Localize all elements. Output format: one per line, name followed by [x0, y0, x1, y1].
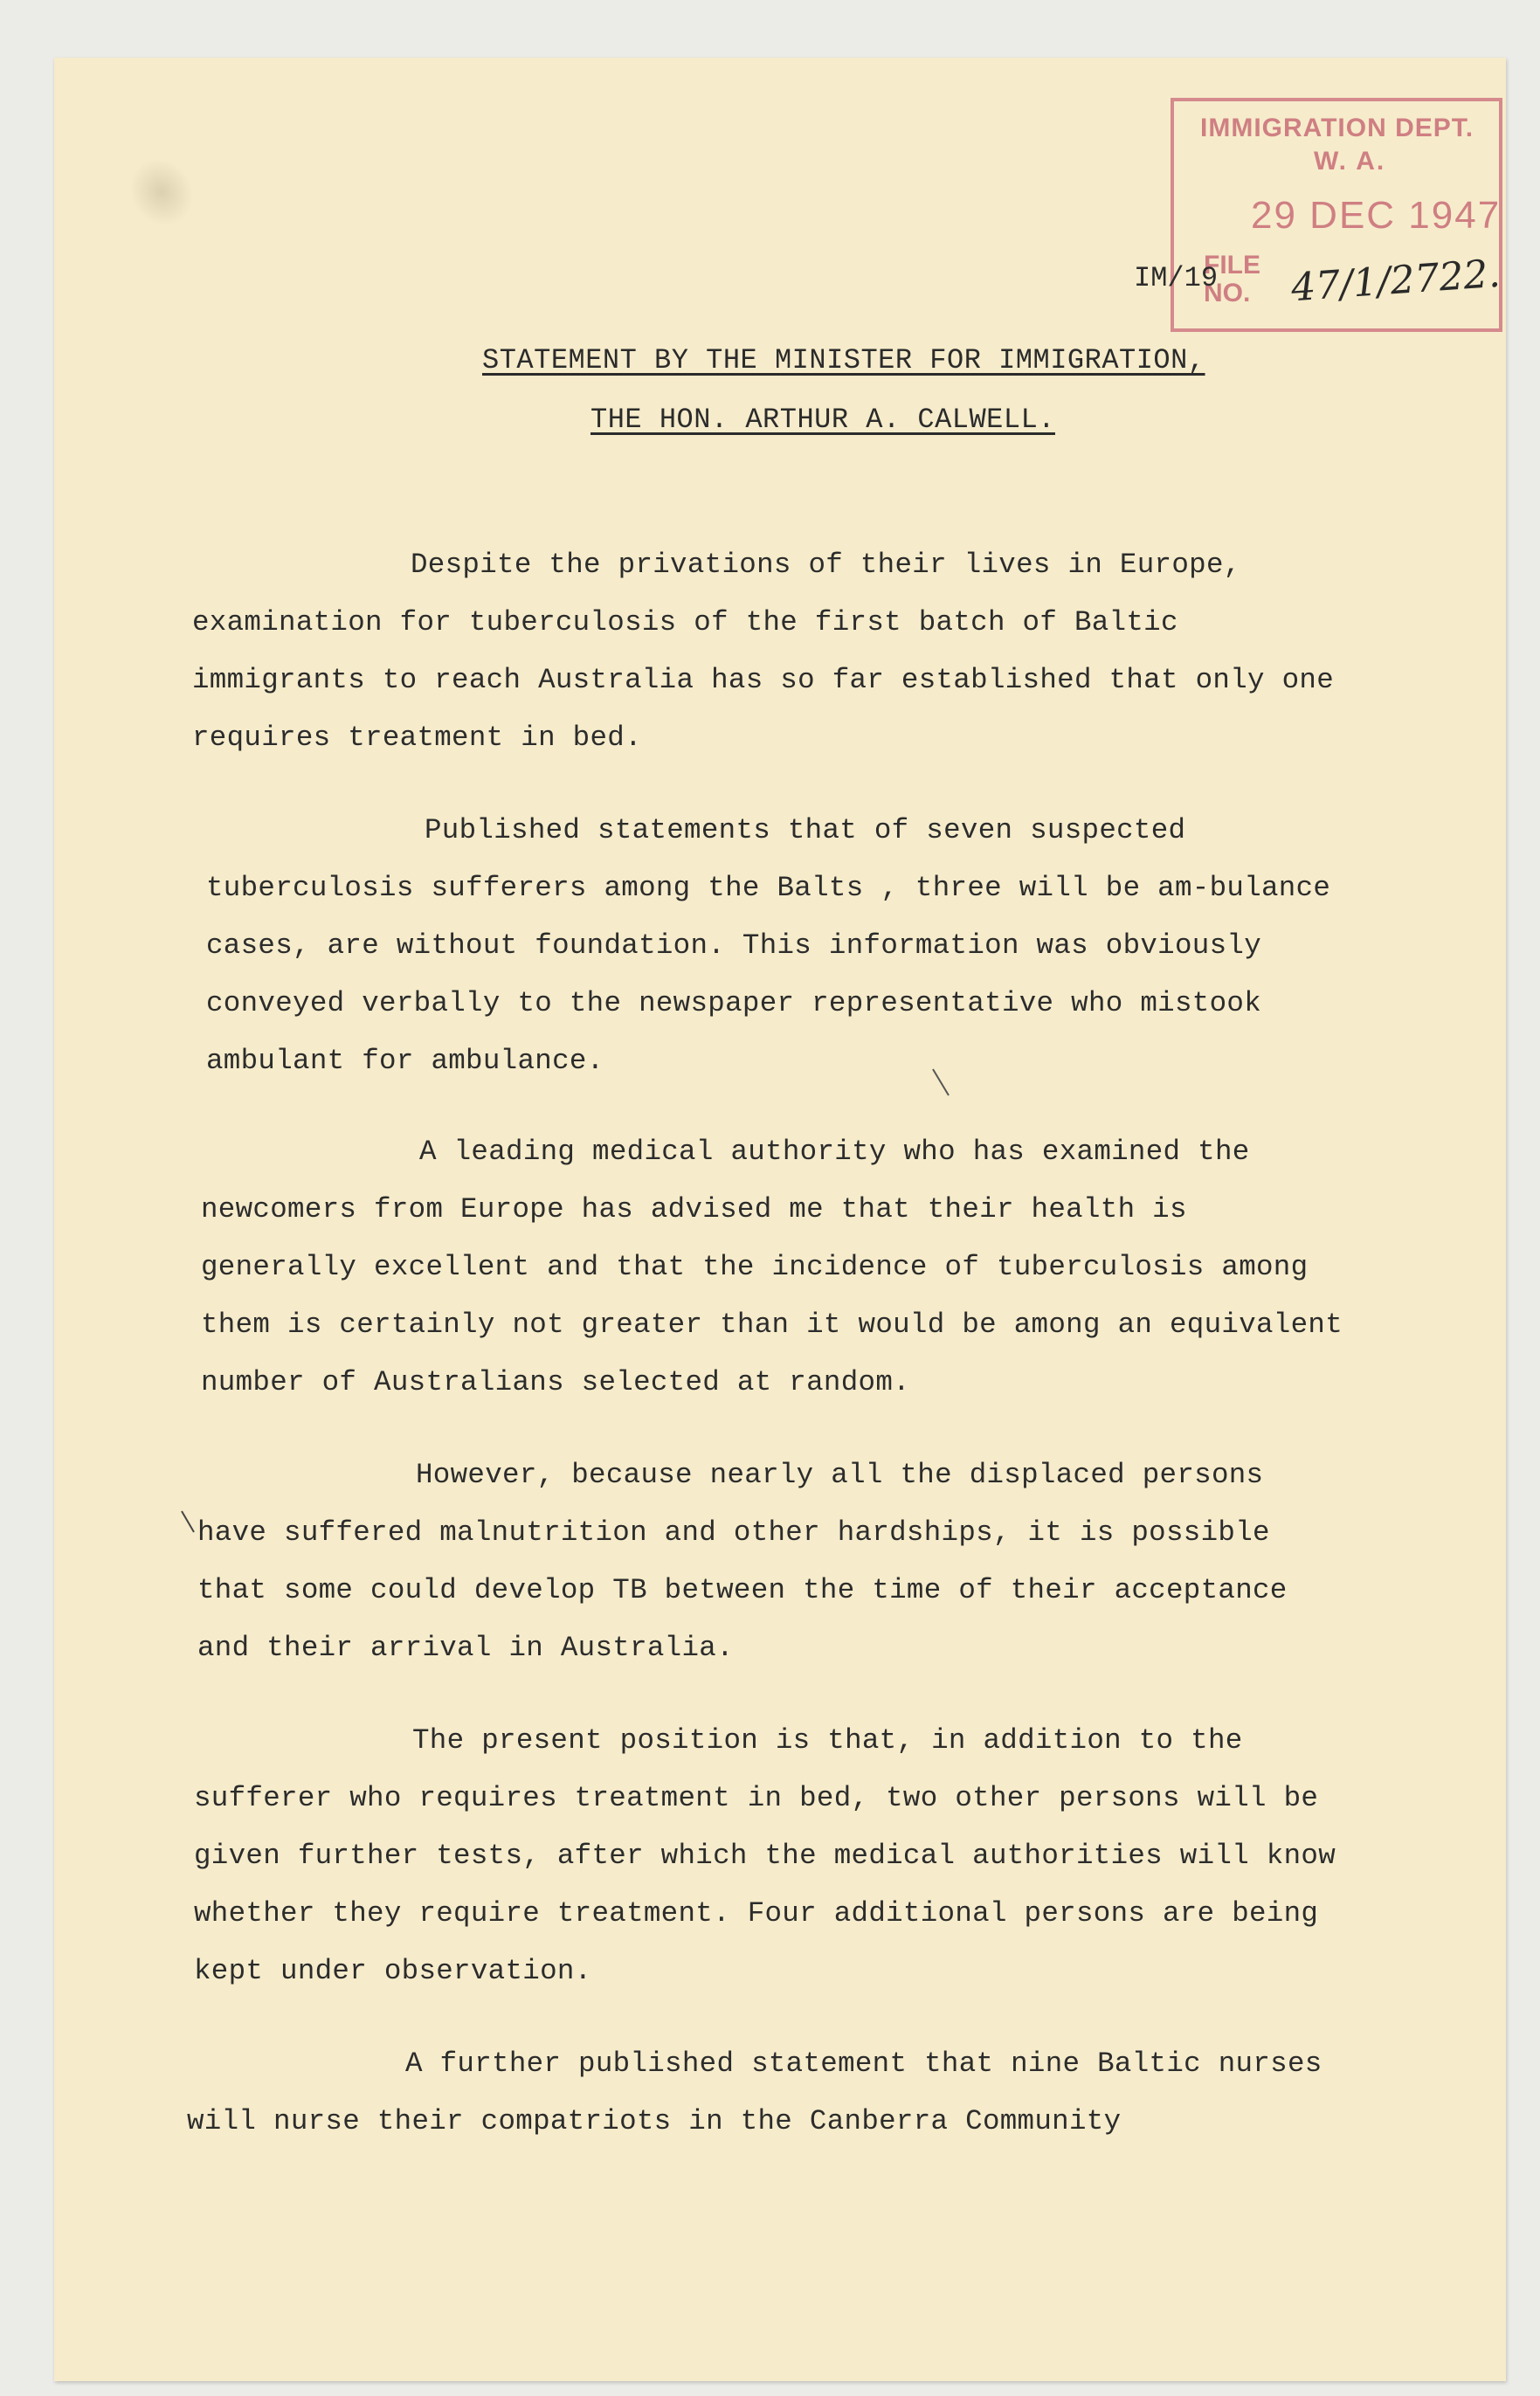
statement-title-line-1: STATEMENT BY THE MINISTER FOR IMMIGRATION, — [482, 344, 1205, 376]
stamp-file-label-line-2: NO. — [1204, 279, 1251, 307]
paragraph: The present position is that, in addition to the sufferer who requires treatment in bed, two other persons will be given further tests, after which the medical authorities will know whether they require treatment. Four additional persons are being kept under observation. — [194, 1724, 1336, 1987]
paragraph: A leading medical authority who has examined the newcomers from Europe has advised me that their health is generally excellent and that the incidence of tuberculosis among them is certainly not greater than it would be among an equivalent number of Australians selected at random. — [201, 1136, 1343, 1398]
stamp-department: IMMIGRATION DEPT. — [1200, 114, 1474, 142]
paragraph: Published statements that of seven suspected tuberculosis sufferers among the Balts , three will be am-bulance cases, are without foundation. This information was obviously conveyed verbally to the newspaper representative who mistook ambulant for ambulance. — [206, 814, 1331, 1077]
stamp-file-label-line-1: FILE — [1204, 251, 1260, 280]
document-reference: IM/19 — [1134, 262, 1219, 294]
paragraph: Despite the privations of their lives in Europe, examination for tuberculosis of the first batch of Baltic immigrants to reach Australia has so far established that only one requires treatment in bed. — [192, 549, 1335, 754]
stamp-state: W. A. — [1314, 147, 1386, 176]
handwritten-file-number: 47/1/2722. — [1289, 251, 1502, 311]
pen-tick — [931, 1067, 952, 1099]
statement-title-line-2: THE HON. ARTHUR A. CALWELL. — [590, 404, 1055, 436]
margin-mark — [180, 1509, 197, 1536]
stamp-date: 29 DEC 1947 — [1251, 194, 1502, 237]
paragraph: However, because nearly all the displaced persons have suffered malnutrition and other hardships, it is possible that some could develop TB between the time of their acceptance and their arrival in Australia. — [197, 1459, 1288, 1664]
paragraph: A further published statement that nine Baltic nurses will nurse their compatriots in the Canberra Community — [187, 2047, 1322, 2137]
